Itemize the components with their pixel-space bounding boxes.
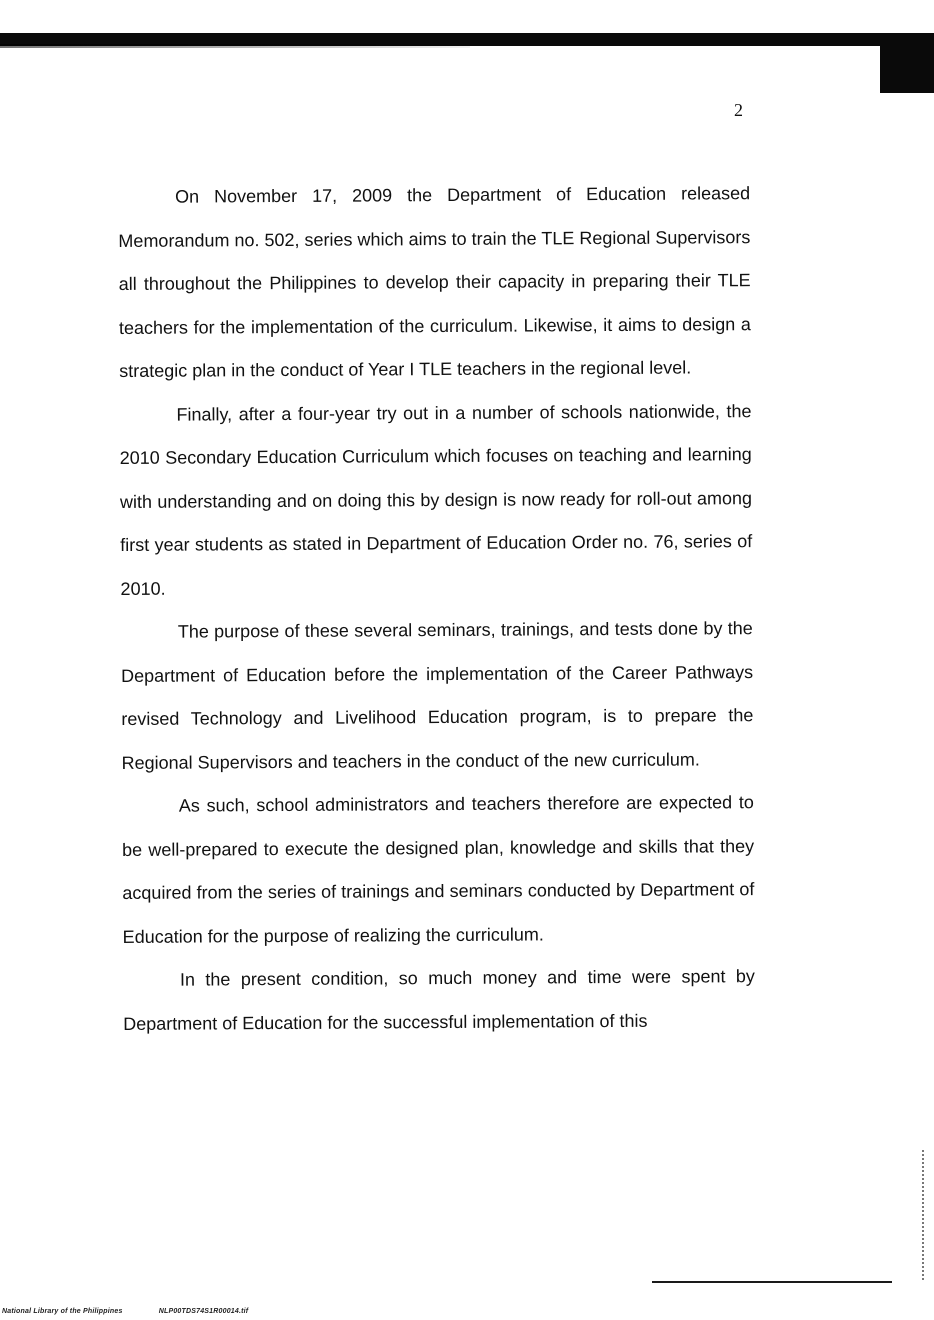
footer-file-name: NLP00TDS74S1R00014.tif <box>158 1308 249 1315</box>
scan-top-border-shadow <box>0 44 470 48</box>
scan-bottom-rule <box>652 1281 892 1283</box>
paragraph-2: Finally, after a four-year try out in a number of schools nationwide, the 2010 Secondary Education Curriculum which focuses on teaching and learning with understanding and on doing this by design is now ready for roll-out among first year students as stated in Department of Education Order no. 76, series of 2010. <box>119 400 753 599</box>
paragraph-1: On November 17, 2009 the Department of Education released Memorandum no. 502, series which aims to train the TLE Regional Supervisors all throughout the Philippines to develop their capacity in preparing their TLE teachers for the implementation of the curriculum. Likewise, it aims to design a strategic plan in the conduct of Year I TLE teachers in the regional level. <box>118 183 751 381</box>
scan-footer-caption <box>2 1308 248 1315</box>
paragraph-3: The purpose of these several seminars, trainings, and tests done by the Department of Education before the implementation of the Career Pathways revised Technology and Livelihood Education program, is to prepare the Regional Supervisors and teachers in the conduct of the new curriculum. <box>120 618 754 773</box>
page-number: 2 <box>734 100 743 120</box>
paragraph-4: As such, school administrators and teachers therefore are expected to be well-prepared to execute the designed plan, knowledge and skills that they acquired from the series of trainings and seminars conducted by Department of Education for the purpose of realizing the curriculum. <box>122 792 755 947</box>
paragraph-5: In the present condition, so much money and time were spent by Department of Education for the successful implementation of this <box>123 966 755 1034</box>
footer-library-name: National Library of the Philippines <box>2 1308 123 1315</box>
scan-edge-artifact <box>922 1150 927 1280</box>
document-body <box>118 172 755 1046</box>
scan-corner-mark <box>880 33 934 93</box>
